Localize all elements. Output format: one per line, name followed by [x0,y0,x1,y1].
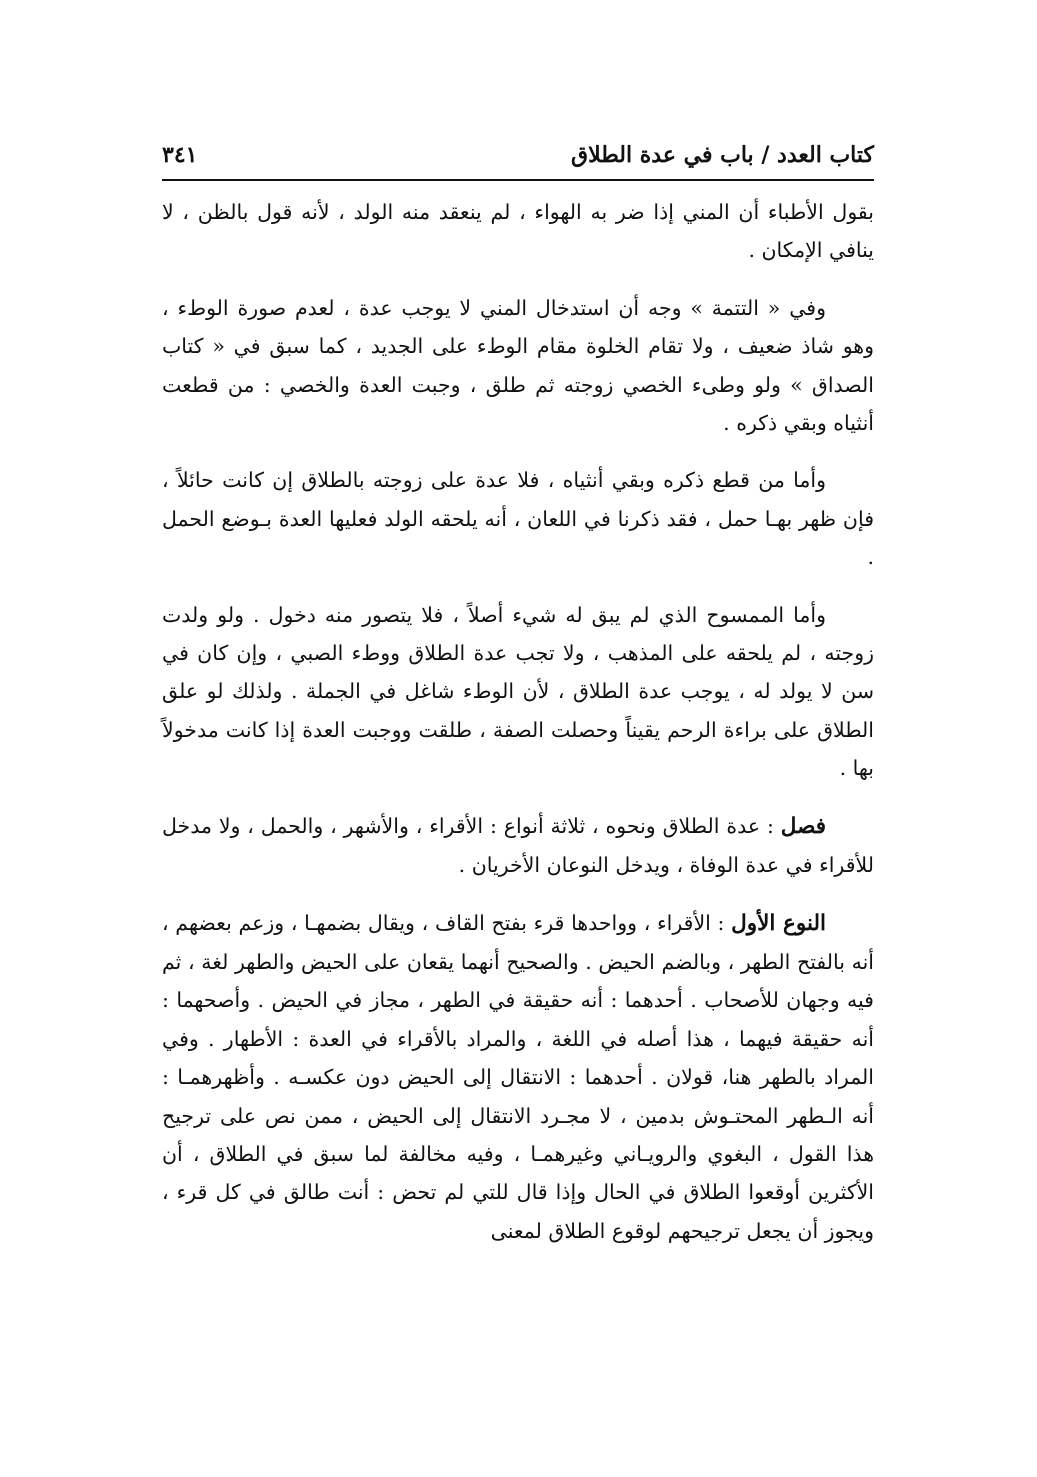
paragraph-text: وفي « التتمة » وجه أن استدخال المني لا يوجب عدة ، لعدم صورة الوطء ، وهو شاذ ضعيف ، ولا تقام الخلوة مقام الوطء على الجديد ، كما سبق في « كتاب الصداق » ولو وطىء الخصي زوجته ثم طلق ، وجبت العدة والخصي : من قطعت أنثياه وبقي ذكره . [162,295,874,436]
running-title: كتاب العدد / باب في عدة الطلاق [571,142,874,168]
paragraph-4 [162,596,874,788]
paragraph-text: بقول الأطباء أن المني إذا ضر به الهواء ، لم ينعقد منه الولد ، لأنه قول بالظن ، لا ينافي الإمكان . [162,200,874,263]
paragraph-text: : الأقراء ، وواحدها قرء بفتح القاف ، ويقال بضمهـا ، وزعم بعضهم ، أنه بالفتح الطهر ، وبالضم الحيض . والصحيح أنهما يقعان على الحيض والطهر لغة ، ثم فيه وجهان للأصحاب . أحدهما : أنه حقيقة في الطهر ، مجاز في الحيض . وأصحهما : أنه حقيقة فيهما ، هذا أصله في اللغة ، والمراد بالأقراء في العدة : الأطهار . وفي المراد بالطهر هنا، قولان . أحدهما : الانتقال إلى الحيض دون عكسـه . وأظهرهمـا : أنه الـطهر المحتـوش بدمين ، لا مجـرد الانتقال إلى الحيض ، ممن نص على ترجيح هذا القول ، البغوي والرويـاني وغيرهمـا ، وفيه مخالفة لما سبق في الطلاق ، أن الأكثرين أوقعوا الطلاق في الحال وإذا قال للتي لم تحض : أنت طالق في كل قرء ، ويجوز أن يجعل ترجيحهم لوقوع الطلاق لمعنى [162,910,874,1243]
paragraph-1 [162,193,874,270]
paragraph-5 [162,807,874,885]
paragraph-text: وأما الممسوح الذي لم يبق له شيء أصلاً ، فلا يتصور منه دخول . ولو ولدت زوجته ، لم يلحقه على المذهب ، ولا تجب عدة الطلاق ووطء الصبي ، وإن كان في سن لا يولد له ، يوجب عدة الطلاق ، لأن الوطء شاغل في الجملة . ولذلك لو علق الطلاق على براءة الرحم يقيناً وحصلت الصفة ، طلقت ووجبت العدة إذا كانت مدخولاً بها . [162,602,874,781]
page-header [162,138,874,178]
paragraph-3 [162,461,874,576]
paragraph-text: : عدة الطلاق ونحوه ، ثلاثة أنواع : الأقراء ، والأشهر ، والحمل ، ولا مدخل للأقراء في عدة الوفاة ، ويدخل النوعان الأخريان . [162,813,874,878]
paragraph-text: وأما من قطع ذكره وبقي أنثياه ، فلا عدة على زوجته بالطلاق إن كانت حائلاً ، فإن ظهر بهـا حمل ، فقد ذكرنا في اللعان ، أنه يلحقه الولد فعليها العدة بـوضع الحمل . [162,468,874,570]
section-heading: فصل [780,813,826,839]
paragraph-2 [162,289,874,443]
body-text [162,193,874,1269]
section-heading: النوع الأول [731,910,826,936]
header-divider [162,179,874,181]
paragraph-6 [162,904,874,1251]
page-number: ٣٤١ [162,142,198,168]
